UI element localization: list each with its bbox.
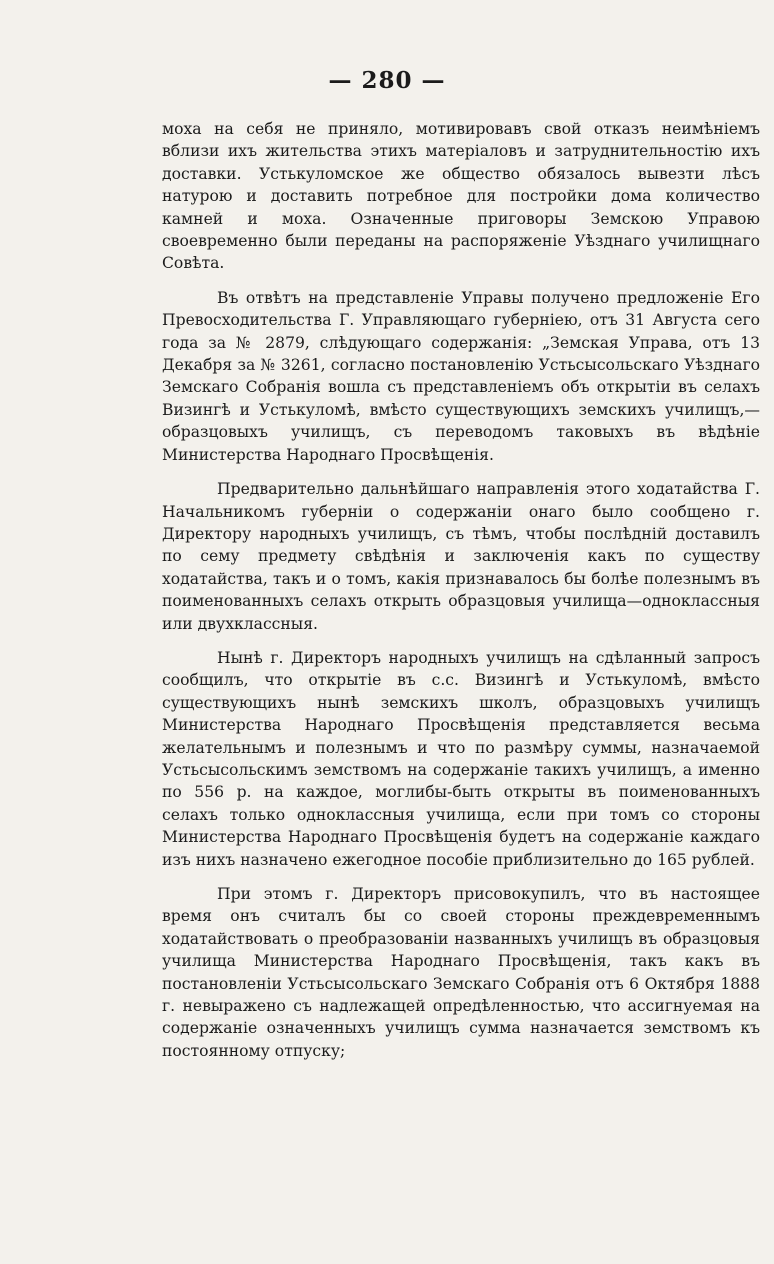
paragraph-director-report: Нынѣ г. Директоръ народныхъ училищъ на сдѣланный запросъ сообщилъ, что открытіе въ с.с. Визингѣ и Устькуломѣ, вмѣсто существующихъ нынѣ земскихъ школъ, образцовыхъ училищъ Министерства Народнаго Просвѣщенія представляется весьма желательнымъ и полезнымъ и что по размѣру суммы, назначаемой Устьсысольскимъ земствомъ на содержаніе такихъ училищъ, а именно по 556 р. на каждое, моглибы-быть открыты въ поименованныхъ селахъ только одноклассныя училища, если при томъ со стороны Министерства Народнаго Просвѣщенія будетъ на содержаніе каждаго изъ нихъ назначено ежегодное пособіе приблизительно до 165 рублей.	[162, 648, 760, 869]
page-number: — 280 —	[328, 67, 446, 94]
paragraph-preliminary-direction: Предварительно дальнѣйшаго направленія этого ходатайства Г. Начальникомъ губерніи о содержаніи онаго было сообщено г. Директору народныхъ училищъ, съ тѣмъ, чтобы послѣдній доставилъ по сему предмету свѣдѣнія и заключенія какъ по существу ходатайства, такъ и о томъ, какія признавалось бы болѣе полезнымъ въ поименованныхъ селахъ открыть образцовыя училища—одноклассныя или двухклассныя.	[162, 480, 760, 633]
paragraph-director-addition: При этомъ г. Директоръ присовокупилъ, что въ настоящее время онъ считалъ бы со своей стороны преждевременнымъ ходатайствовать о преобразованіи названныхъ училищъ въ образцовыя училища Министерства Народнаго Просвѣщенія, такъ какъ въ постановленіи Устьсысольскаго Земскаго Собранія отъ 6 Октября 1888 г. невыражено съ надлежащей опредѣленностью, что ассигнуемая на содержаніе означенныхъ училищъ сумма назначается земствомъ къ постоянному отпуску;	[162, 885, 760, 1060]
paragraph-continuation: моха на себя не приняло, мотивировавъ свой отказъ неимѣніемъ вблизи ихъ жительства этихъ матеріаловъ и затруднительностію ихъ доставки. Устькуломское же общество обязалось вывезти лѣсъ натурою и доставить потребное для постройки дома количество камней и моха. Означенные приговоры Земскою Управою своевременно были переданы на распоряженіе Уѣзднаго училищнаго Совѣта.	[162, 120, 760, 273]
body-text	[162, 118, 760, 1062]
paragraph-administration-reply: Въ отвѣтъ на представленіе Управы получено предложеніе Его Превосходительства Г. Управляющаго губерніею, отъ 31 Августа сего года за № 2879, слѣдующаго содержанія: „Земская Управа, отъ 13 Декабря за № 3261, согласно постановленію Устьсысольскаго Уѣзднаго Земскаго Собранія вошла съ представленіемъ объ открытіи въ селахъ Визингѣ и Устькуломѣ, вмѣсто существующихъ земскихъ училищъ,—образцовыхъ училищъ, съ переводомъ таковыхъ въ вѣдѣніе Министерства Народнаго Просвѣщенія.	[162, 288, 760, 464]
